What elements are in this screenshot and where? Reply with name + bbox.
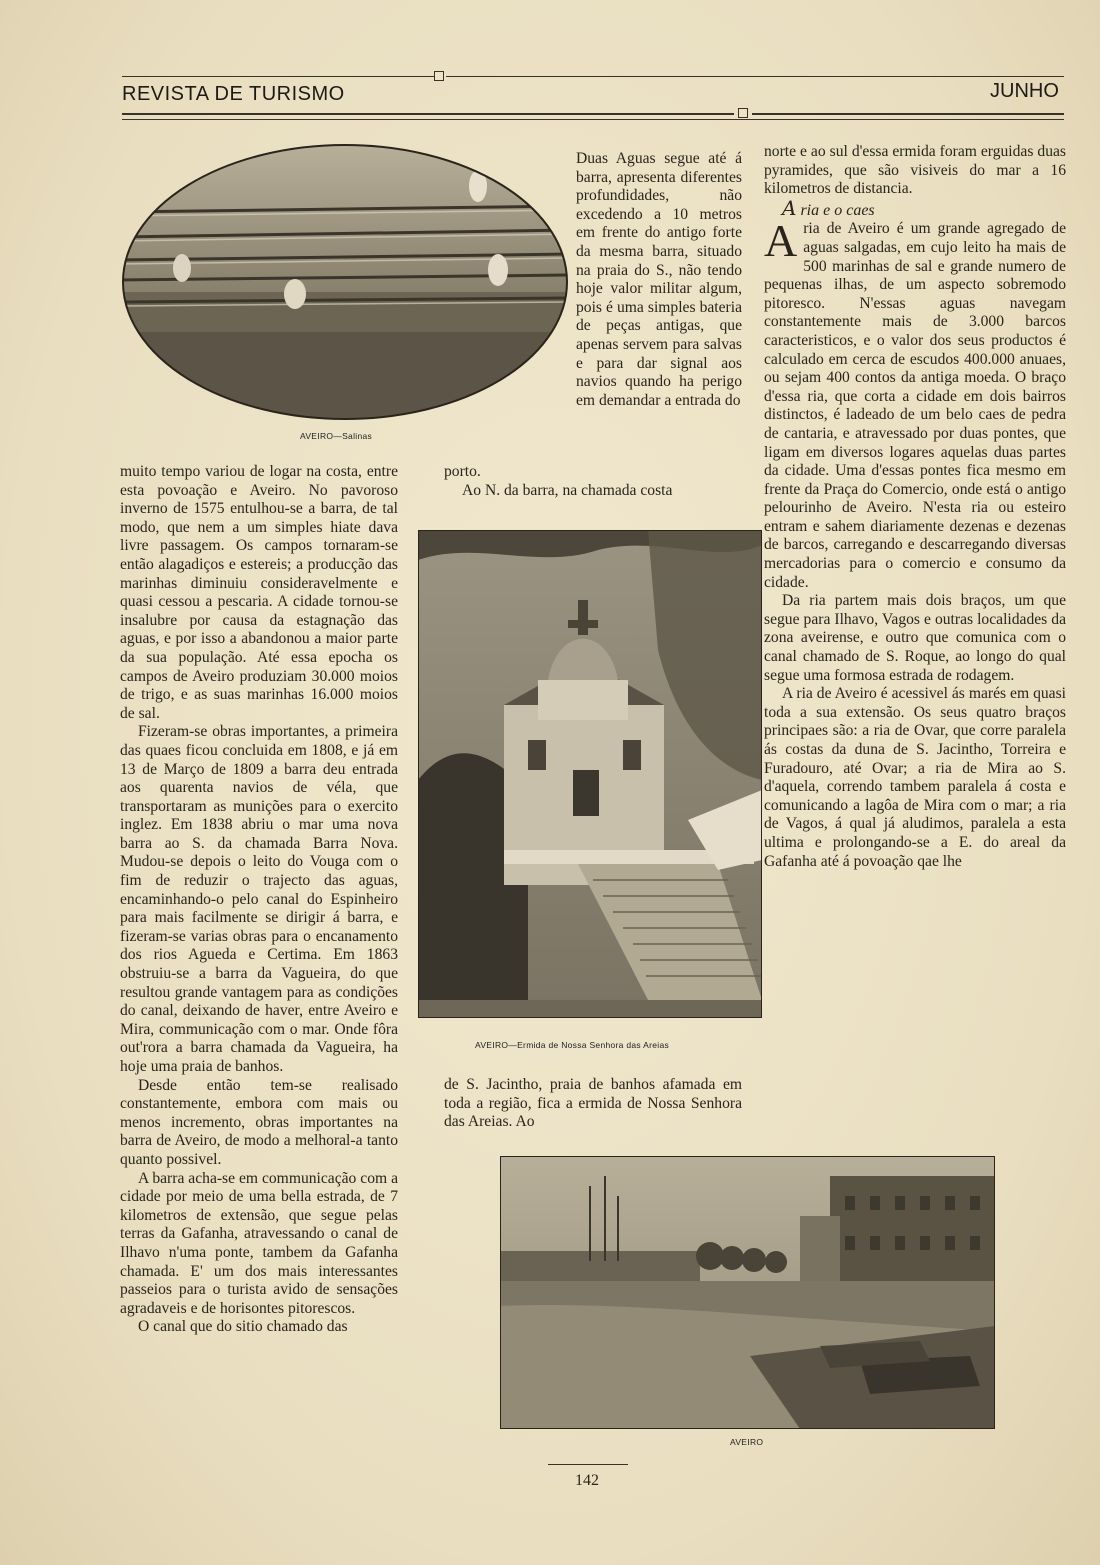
photo-caption-canal: AVEIRO [730, 1437, 764, 1447]
text-column-2-top [576, 150, 742, 410]
photo-caption-ermida: AVEIRO—Ermida de Nossa Senhora das Areias [475, 1040, 670, 1050]
header-rule-top-right [446, 76, 1064, 77]
paragraph: Duas Aguas segue até á barra, apresenta diferentes profundidades, não excedendo a 10 metros em frente do antigo forte da mesma barra, situado na praia do S., não tendo hoje valor militar algum, pois é uma simples bateria de peças antigas, que apenas servem para salvas e para dar signal aos navios quando ha perigo em demandar a entrada do [576, 150, 742, 409]
issue-month: JUNHO [990, 80, 1059, 102]
page-number-rule [548, 1464, 628, 1465]
paragraph: Fizeram-se obras importantes, a primeira das quaes ficou concluida em 1808, e já em 13 de Março de 1809 a barra deu entrada aos quarenta navios de véla, que transportaram as munições para o exercito inglez. Em 1838 abriu o mar uma nova barra ao S. da chamada Barra Nova. Mudou-se depois o leito do Vouga com o fim de reduzir o trajecto das aguas, encaminhando-o pelo canal do Espinheiro para mais facilmente se dirigir á barra, e fizeram-se varias obras para o encanamento dos rios Agueda e Certima. Em 1863 obstruiu-se a barra da Vagueira, do que resultou grande vantagem para as condições do canal, deixando de haver, entre Aveiro e Mira, communicação com o mar. Onde fôra out'rora a barra chamada da Vagueira, ha hoje uma praia de banhos. [120, 723, 398, 1075]
header-rule-bottom-right [752, 113, 1064, 115]
paragraph: Desde então tem-se realisado constantemente, embora com mais ou menos incremento, obras importantes na barra de Aveiro, de modo a melhoral-a tanto quanto possivel. [120, 1076, 398, 1168]
header-rule-thin [122, 119, 1064, 120]
paragraph: A barra acha-se em communicação com a cidade por meio de uma bella estrada, de 7 kilometros de extensão, que segue pelas terras da Gafanha, atravessando o canal de Ilhavo n'uma ponte, tambem da Gafanha chamada. E' um dos mais interessantes passeios para o turista avido de sensações agradaveis e de horisontes pitorescos. [120, 1169, 398, 1317]
photo-salinas [120, 142, 570, 432]
paragraph: de S. Jacintho, praia de banhos afamada em toda a região, fica a ermida de Nossa Senhora das Areias. Ao [444, 1076, 742, 1131]
text-column-2-cont [444, 463, 742, 500]
header-rule-bottom-left [122, 113, 734, 115]
text-column-2-bottom [444, 1076, 742, 1132]
text-column-1 [120, 463, 398, 1337]
header-ornament-box-2 [738, 108, 748, 118]
paragraph: O canal que do sitio chamado das [138, 1318, 348, 1336]
header-rule-top [122, 76, 434, 77]
page-number: 142 [575, 1472, 599, 1489]
paragraph: Aria de Aveiro é um grande agregado de aguas salgadas, em cujo leito ha mais de 500 marinhas de sal e grande numero de pequenas ilhas, de um aspecto sobremodo pitoresco. N'essas aguas navegam constantemente mais de 3.000 barcos caracteristicos, e o valor dos seus productos é calculado em cerca de escudos 400.000 anuaes, ou sejam 400 contos da antiga moeda. O braço d'essa ria, que corta a cidade em dois bairros distinctos, é ladeado de um belo caes de pedra de cantaria, e atravessado por duas pontes, que ligam em diversos logares aquelas duas partes da cidade. Uma d'essas pontes fica mesmo em frente da Praça do Comercio, onde está o antigo pelourinho de Aveiro. N'esta ria ou esteiro entram e sahem diariamente dezenas e dezenas de barcos, carregando e descarregando diversas mercadorias para o comercio e consumo da cidade. [764, 215, 1066, 591]
photo-ermida [418, 530, 762, 1018]
section-title: A ria e o caes [782, 195, 875, 220]
paragraph: Ao N. da barra, na chamada costa [462, 481, 673, 499]
text-column-3 [764, 143, 1066, 871]
drop-cap: A [764, 215, 798, 267]
magazine-title: REVISTA DE TURISMO [122, 83, 345, 105]
paragraph: porto. [444, 463, 481, 480]
paragraph: muito tempo variou de logar na costa, entre esta povoação e Aveiro. No pavoroso inverno de 1575 entulhou-se a barra, de tal modo, que nem a um simples hiate dava livre passagem. Os campos tornaram-se então alagadiços e estereis; a producção das marinhas diminuiu consideravelmente e quasi cessou a pescaria. A cidade tornou-se insalubre por causa da estagnação das aguas, e por isso a abandonou a maior parte da sua população. Até essa epocha os campos de Aveiro produziam 30.000 moios de trigo, e as suas marinhas 16.000 moios de sal. [120, 463, 398, 722]
paragraph: A ria de Aveiro é acessivel ás marés em quasi toda a sua extensão. Os seus quatro braços principaes são: a ria de Ovar, que corre paralela ás costas da duna de S. Jacintho, Torreira e Furadouro, até Ovar; a ria de Mira ao S. d'aquela, correndo tambem paralela á costa e comunicando a lagôa de Mira com o mar; a ria de Vagos, á qual já aludimos, paralela a esta ultima e prolongando-se a E. do areal da Gafanha até á povoação qae lhe [764, 685, 1066, 870]
photo-caption-salinas: AVEIRO—Salinas [300, 431, 373, 441]
paragraph: norte e ao sul d'essa ermida foram erguidas duas pyramides, que são visiveis do mar a 16 kilometros de distancia. [764, 143, 1066, 198]
photo-canal [500, 1156, 995, 1429]
header-ornament-box [434, 71, 444, 81]
paragraph: Da ria partem mais dois braços, um que segue para Ilhavo, Vagos e outras localidades da zona aveirense, e outro que comunica com o canal chamado de S. Roque, ao longo do qual segue uma formosa estrada de rodagem. [764, 592, 1066, 684]
